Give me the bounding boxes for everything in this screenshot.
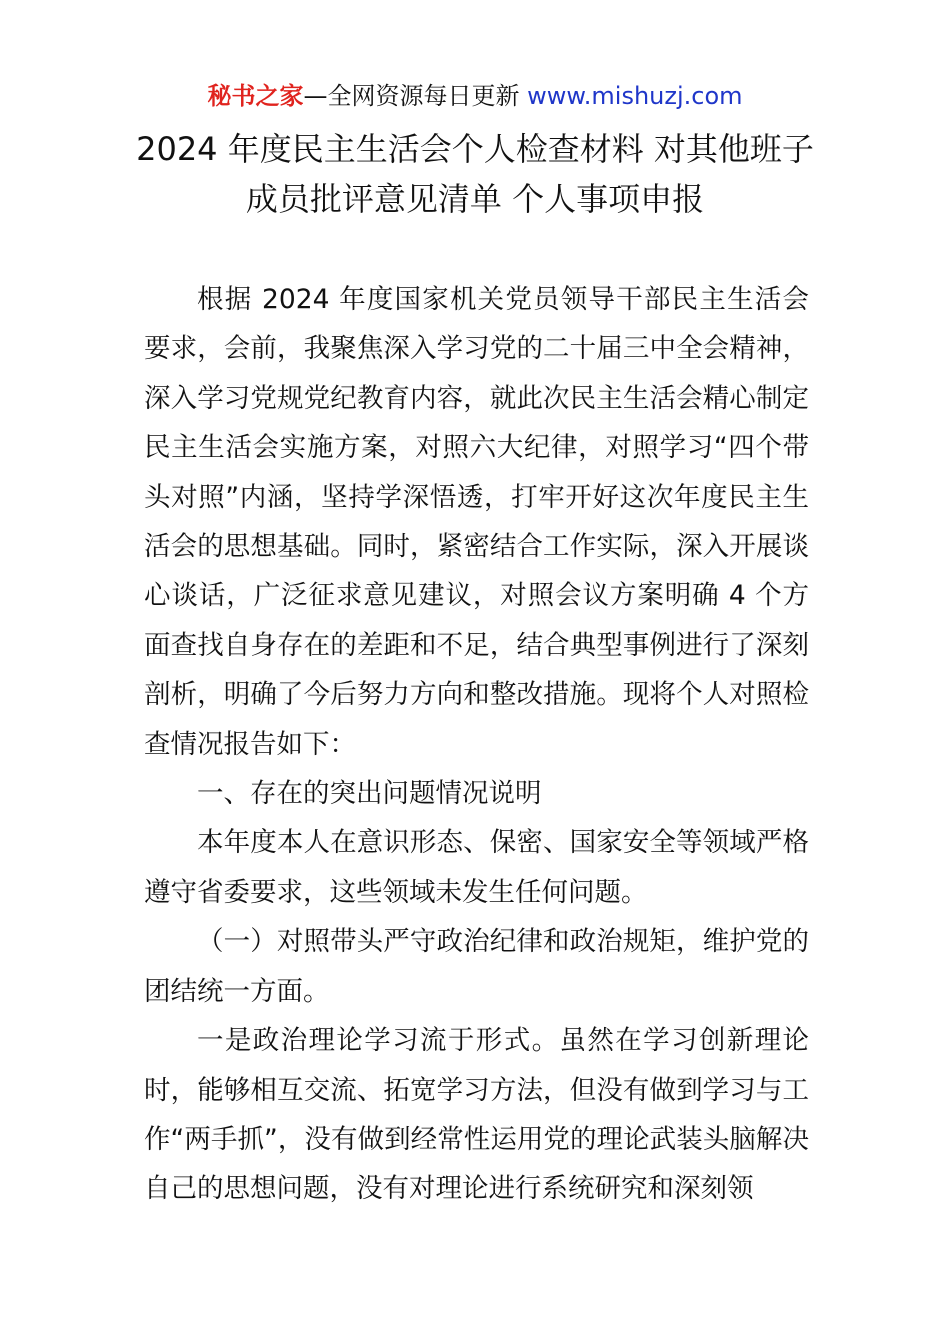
statement-paragraph: 本年度本人在意识形态、保密、国家安全等领域严格遵守省委要求，这些领域未发生任何问题。 [144, 827, 809, 908]
site-brand: 秘书之家 [207, 82, 304, 110]
site-header [0, 80, 950, 112]
subsection-heading-1: （一）对照带头严守政治纪律和政治规矩，维护党的团结统一方面。 [144, 926, 809, 1007]
site-tagline: —全网资源每日更新 [303, 82, 528, 110]
site-url-link[interactable]: www.mishuzj.com [527, 82, 743, 110]
intro-paragraph: 根据 2024 年度国家机关党员领导干部民主生活会要求，会前，我聚焦深入学习党的二十届三中全会精神，深入学习党规党纪教育内容，就此次民主生活会精心制定民主生活会实施方案，对照六大纪律，对照学习“四个带头对照”内涵，坚持学深悟透，打牢开好这次年度民主生活会的思想基础。同时，紧密结合工作实际，深入开展谈心谈话，广泛征求意见建议，对照会议方案明确 4 个方面查找自身存在的差距和不足，结合典型事例进行了深刻剖析，明确了今后努力方向和整改措施。现将个人对照检查情况报告如下： [144, 284, 809, 760]
document-title-line-2: 成员批评意见清单 个人事项申报 [245, 180, 705, 218]
section-heading-1: 一、存在的突出问题情况说明 [197, 778, 542, 810]
document-body [144, 275, 809, 1214]
document-title [100, 124, 850, 224]
issue-paragraph-1: 一是政治理论学习流于形式。虽然在学习创新理论时，能够相互交流、拓宽学习方法，但没有做到学习与工作“两手抓”，没有做到经常性运用党的理论武装头脑解决自己的思想问题，没有对理论进行系统研究和深刻领 [144, 1025, 809, 1205]
document-title-line-1: 2024 年度民主生活会个人检查材料 对其他班子 [136, 130, 814, 168]
